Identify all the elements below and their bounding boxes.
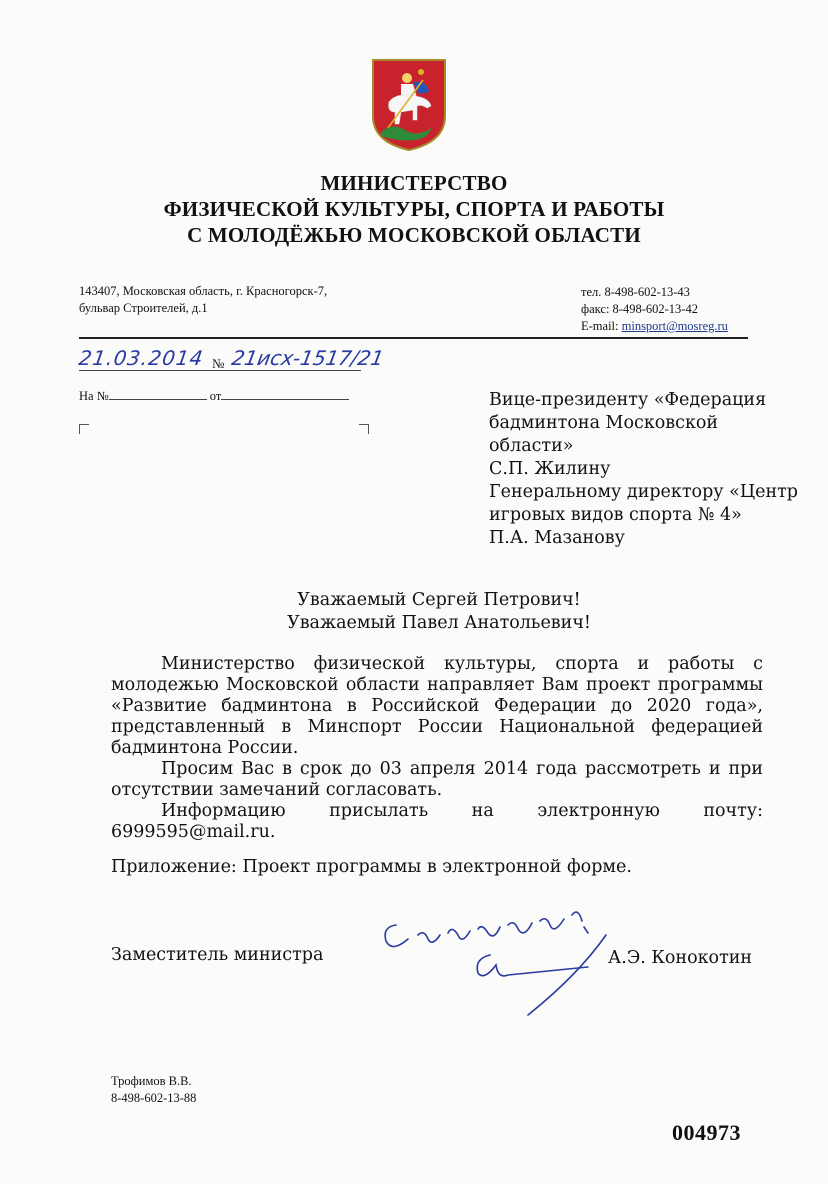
ministry-name-line: С МОЛОДЁЖЬЮ МОСКОВСКОЙ ОБЛАСТИ [187,223,641,247]
signer-name: А.Э. Конокотин [608,948,753,968]
phone-number: тел. 8-498-602-13-43 [581,285,690,299]
reference-date-blank [221,387,349,400]
addressee-line: Вице-президенту «Федерация [489,390,767,410]
field-corner-left [79,424,89,434]
registration-number-label: № [212,356,225,371]
reference-number-blank [109,387,207,400]
email-row [581,318,728,335]
addressee-line: Генеральному директору «Центр [489,482,799,502]
email-link[interactable]: minsport@mosreg.ru [621,319,728,333]
attachment-note: Приложение: Проект программы в электронной форме. [111,857,632,877]
ministry-name [0,170,828,248]
fax-number: факс: 8-498-602-13-42 [581,302,698,316]
email-label: E-mail: [581,319,619,333]
executor-info [111,1073,196,1107]
signer-position: Заместитель министра [111,945,324,965]
body-paragraph: Просим Вас в срок до 03 апреля 2014 года рассмотреть и при отсутствии замечаний согласовать. [111,759,763,800]
addressee-block [489,389,798,550]
addressee-line: бадминтона Московской [489,413,719,433]
ministry-contacts [581,284,728,335]
executor-name: Трофимов В.В. [111,1074,192,1088]
addressee-line: области» [489,436,574,456]
registration-underline [79,370,361,371]
address-line: бульвар Строителей, д.1 [79,301,208,315]
ministry-name-line: ФИЗИЧЕСКОЙ КУЛЬТУРЫ, СПОРТА И РАБОТЫ [163,197,665,221]
ministry-address [79,283,327,317]
header-divider [79,337,748,339]
reference-date-label: от [209,389,222,403]
addressee-line: С.П. Жилину [489,459,611,479]
registration-date: 21.03.2014 [77,346,206,370]
executor-phone: 8-498-602-13-88 [111,1091,197,1105]
moscow-oblast-coat-of-arms-icon [371,58,447,152]
handwritten-signature [378,895,618,1020]
address-line: 143407, Московская область, г. Красногорск-7, [79,284,328,298]
greeting-line: Уважаемый Сергей Петрович! [297,590,581,610]
registration-number: 21исх-1517/21 [229,346,386,370]
greeting-line: Уважаемый Павел Анатольевич! [287,613,591,633]
reference-number-label: На № [79,389,109,403]
ministry-name-line: МИНИСТЕРСТВО [320,171,508,195]
field-corner-right [359,424,369,434]
addressee-line: игровых видов спорта № 4» [489,505,742,525]
form-serial-number: 004973 [672,1120,741,1145]
body-paragraph: Министерство физической культуры, спорта и работы с молодежью Московской области направляет Вам проект программы «Развитие бадминтона в Российской Федерации до 2020 года», представленный в Минспорт России Национальной федерацией бадминтона России. [111,654,763,758]
addressee-line: П.А. Мазанову [489,528,625,548]
greeting [0,589,828,635]
reference-line [79,387,349,404]
body-paragraph: Информацию присылать на электронную почту: 6999595@mail.ru. [111,801,763,842]
letter-body [111,654,763,843]
